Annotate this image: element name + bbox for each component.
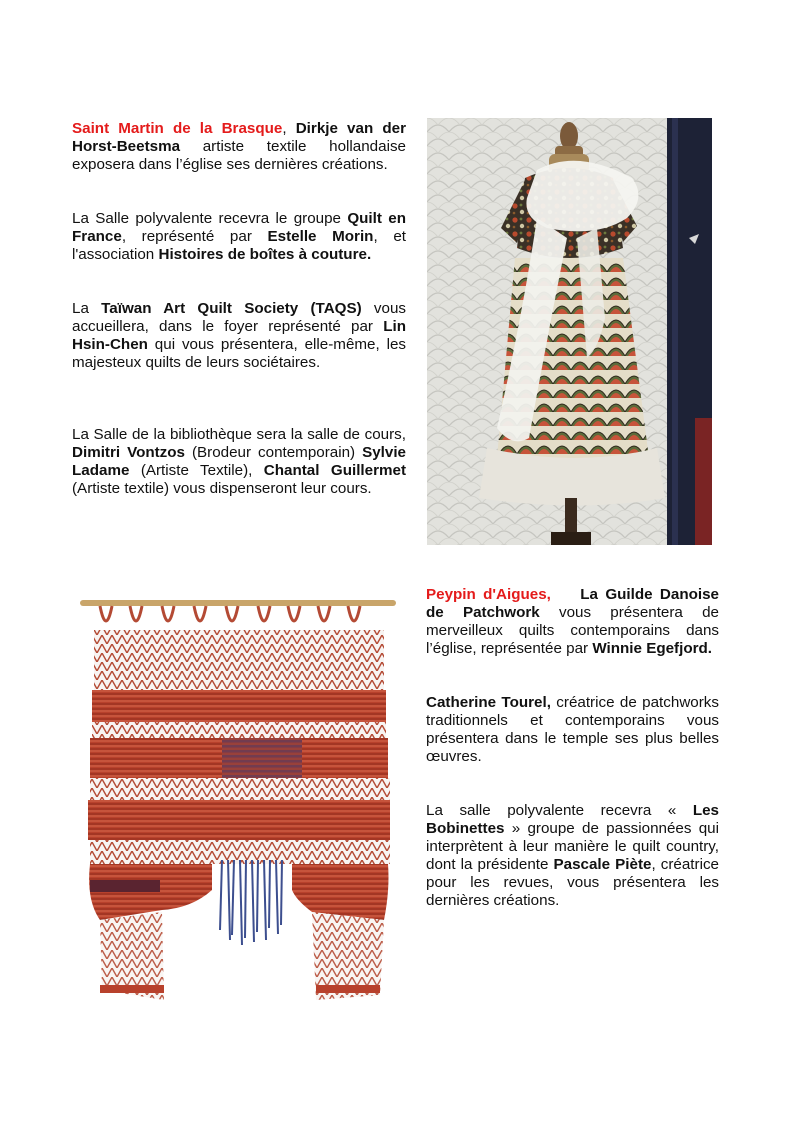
section1-text xyxy=(72,120,406,498)
section2-paragraph-1 xyxy=(426,586,719,658)
group-name: La Guilde Danoise de Patchwork xyxy=(426,586,720,621)
person-name: Chantal Guillermet xyxy=(263,462,406,479)
person-name: Catherine Tourel, xyxy=(426,694,551,711)
paragraph-text: (Brodeur contemporain) xyxy=(185,444,363,461)
section1-paragraph-4 xyxy=(72,426,406,498)
person-name: Sylvie Ladame xyxy=(72,444,406,479)
section1-paragraph-1: Saint Martin de la Brasque, Dirkje van der Horst-Beetsma artiste textile hollandaise exposera dans l’église ses dernières créations. xyxy=(72,120,406,173)
paragraph-text: La salle polyvalente recevra « xyxy=(426,802,693,819)
group-name: Taïwan Art Quilt Society (TAQS) xyxy=(101,300,362,317)
person-name: Estelle Morin xyxy=(267,228,374,245)
artist-name: Dirkje van der Horst-Beetsma xyxy=(72,120,406,155)
person-name: Lin Hsin-Chen xyxy=(72,318,406,353)
person-name: Winnie Egefjord. xyxy=(592,640,713,657)
paragraph-text: , et l'association xyxy=(72,228,406,263)
person-name: Pascale Piète xyxy=(553,856,652,873)
paragraph-text: , représenté par xyxy=(121,228,268,245)
section1-paragraph-3 xyxy=(72,300,406,372)
paragraph-text: La Salle de la bibliothèque sera la salle de cours, xyxy=(72,426,406,443)
paragraph-text: » groupe de passionnées qui interprètent à leur manière le quilt country, dont la présidente xyxy=(426,820,719,873)
section2-paragraph-2 xyxy=(426,694,719,766)
paragraph-text: créatrice de patchworks traditionnels et contemporains vous présentera dans le temple ses plus belles œuvres. xyxy=(426,694,719,765)
paragraph-text: (Artiste Textile), xyxy=(129,462,264,479)
section2-paragraph-3 xyxy=(426,802,719,910)
section1-place: Saint Martin de la Brasque xyxy=(72,120,283,137)
paragraph-text: qui vous présentera, elle-même, les majesteux quilts de leurs sociétaires. xyxy=(72,336,406,371)
section2-text xyxy=(426,586,719,910)
group-name: Quilt en France xyxy=(72,210,407,245)
paragraph-text: La xyxy=(72,300,102,317)
section1-paragraph-2 xyxy=(72,210,406,264)
woven-textile-photo xyxy=(72,590,402,1010)
paragraph-text: , créatrice pour les revues, vous présentera les dernières créations. xyxy=(426,856,719,909)
paragraph-text: vous présentera de merveilleux quilts contemporains dans l’église, représentée par xyxy=(426,604,719,657)
association-name: Histoires de boîtes à couture. xyxy=(158,246,372,263)
mannequin-dress-photo xyxy=(427,118,712,545)
person-name: Dimitri Vontzos xyxy=(72,444,185,461)
paragraph-text: La Salle polyvalente recevra le groupe xyxy=(72,210,348,227)
paragraph-text: artiste textile hollandaise exposera dans l’église ses dernières créations. xyxy=(72,138,406,173)
paragraph-text: (Artiste textile) vous dispenseront leur cours. xyxy=(72,480,372,497)
group-name: Les Bobinettes xyxy=(426,802,719,837)
paragraph-text: vous accueillera, dans le foyer représenté par xyxy=(72,300,407,335)
section2-place: Peypin d'Aigues, xyxy=(426,586,551,603)
